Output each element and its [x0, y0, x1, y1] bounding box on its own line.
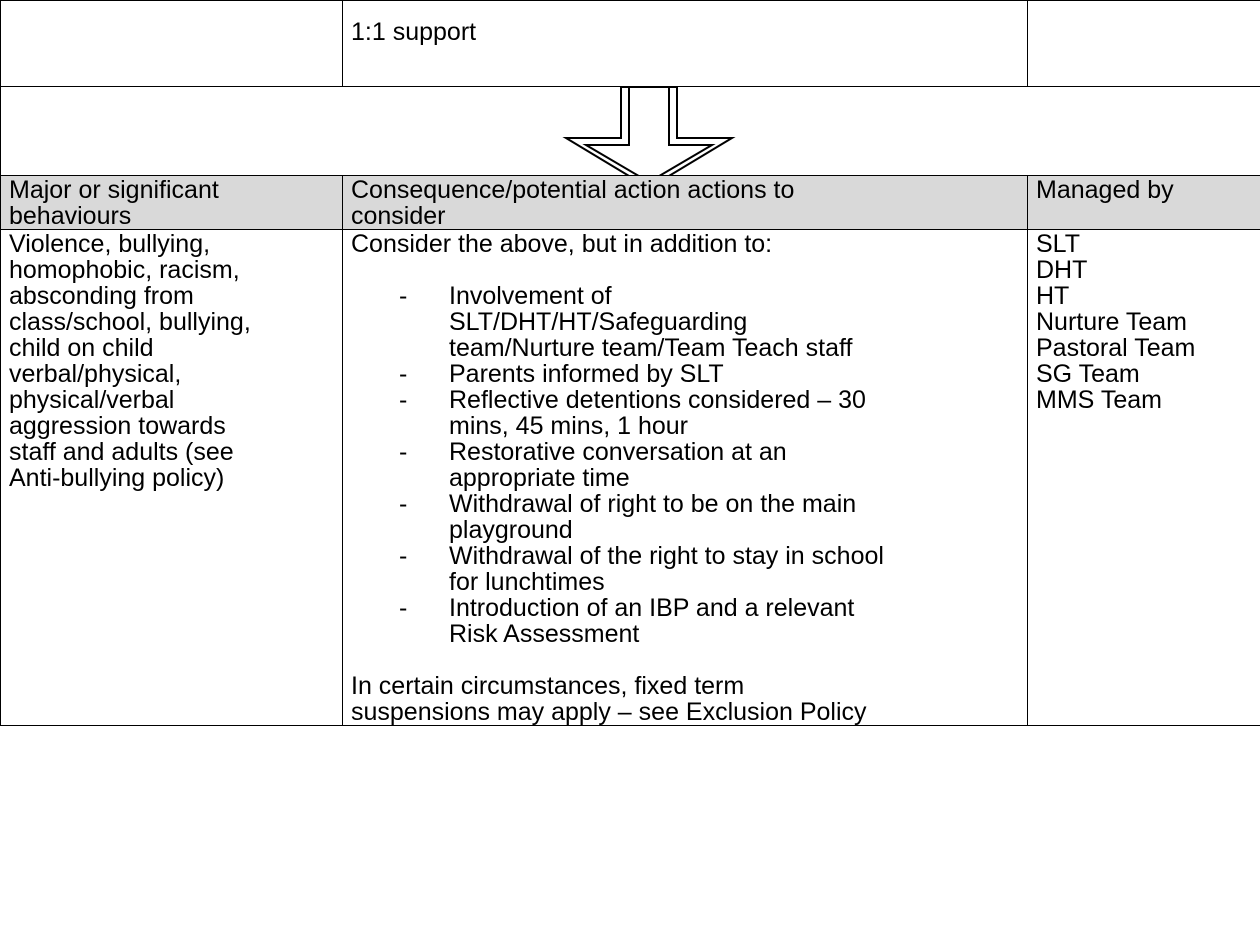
manager-dht: DHT [1036, 256, 1088, 284]
arrow-cell [1, 87, 1260, 176]
arrow-row [1, 87, 1260, 176]
bullet-dash: - [399, 594, 408, 622]
bullet-dash: - [399, 386, 408, 414]
behaviour-line: Violence, bullying, [9, 230, 211, 258]
header-row [1, 176, 1260, 230]
behaviour-line: aggression towards [9, 412, 226, 440]
action-item [351, 361, 1027, 387]
header-consequence-line-2: consider [351, 202, 446, 230]
manager-pastoral-team: Pastoral Team [1036, 334, 1196, 362]
header-behaviours-line-2: behaviours [9, 202, 132, 230]
managed-by-cell [1028, 230, 1260, 726]
top-middle-cell: 1:1 support [343, 1, 1028, 87]
behaviour-line: class/school, bullying, [9, 308, 251, 336]
exclusion-note [351, 673, 1027, 725]
bullet-dash: - [399, 360, 408, 388]
action-line: Withdrawal of the right to stay in school [449, 542, 884, 570]
previous-section-row [1, 1, 1260, 87]
behaviour-line: physical/verbal [9, 386, 175, 414]
behaviour-line: homophobic, racism, [9, 256, 240, 284]
action-item [351, 283, 1027, 361]
action-line: SLT/DHT/HT/Safeguarding [449, 308, 748, 336]
manager-sg-team: SG Team [1036, 360, 1140, 388]
action-line: appropriate time [449, 464, 630, 492]
header-consequence-line-1: Consequence/potential action actions to [351, 176, 795, 204]
header-managed-by: Managed by [1028, 176, 1260, 230]
action-line: Involvement of [449, 282, 612, 310]
action-line: Reflective detentions considered – 30 [449, 386, 866, 414]
action-item [351, 595, 1027, 647]
action-line: Introduction of an IBP and a relevant [449, 594, 855, 622]
behaviour-line: Anti-bullying policy) [9, 464, 225, 492]
action-list [351, 283, 1027, 647]
note-line: In certain circumstances, fixed term [351, 672, 745, 700]
action-line: for lunchtimes [449, 568, 605, 596]
action-line: Risk Assessment [449, 620, 640, 648]
bullet-dash: - [399, 438, 408, 466]
down-arrow-icon [1, 87, 1260, 175]
manager-slt: SLT [1036, 230, 1080, 258]
action-item [351, 543, 1027, 595]
bullet-dash: - [399, 282, 408, 310]
header-behaviours-line-1: Major or significant [9, 176, 219, 204]
behaviour-line: absconding from [9, 282, 194, 310]
action-item [351, 491, 1027, 543]
note-line: suspensions may apply – see Exclusion Policy [351, 698, 867, 726]
behaviours-cell [1, 230, 343, 726]
bullet-dash: - [399, 490, 408, 518]
manager-nurture-team: Nurture Team [1036, 308, 1187, 336]
action-line: Parents informed by SLT [449, 360, 724, 388]
action-line: Restorative conversation at an [449, 438, 787, 466]
header-consequence [343, 176, 1028, 230]
consequence-intro: Consider the above, but in addition to: [351, 230, 773, 258]
top-left-cell [1, 1, 343, 87]
top-right-cell [1028, 1, 1260, 87]
action-item [351, 387, 1027, 439]
action-line: playground [449, 516, 573, 544]
manager-mms-team: MMS Team [1036, 386, 1162, 414]
action-item [351, 439, 1027, 491]
behaviour-line: child on child [9, 334, 154, 362]
action-line: mins, 45 mins, 1 hour [449, 412, 688, 440]
header-behaviours [1, 176, 343, 230]
behaviour-line: staff and adults (see [9, 438, 234, 466]
action-line: Withdrawal of right to be on the main [449, 490, 857, 518]
bullet-dash: - [399, 542, 408, 570]
action-line: team/Nurture team/Team Teach staff [449, 334, 853, 362]
major-behaviours-row [1, 230, 1260, 726]
manager-ht: HT [1036, 282, 1070, 310]
behaviour-line: verbal/physical, [9, 360, 182, 388]
consequence-cell [343, 230, 1028, 726]
